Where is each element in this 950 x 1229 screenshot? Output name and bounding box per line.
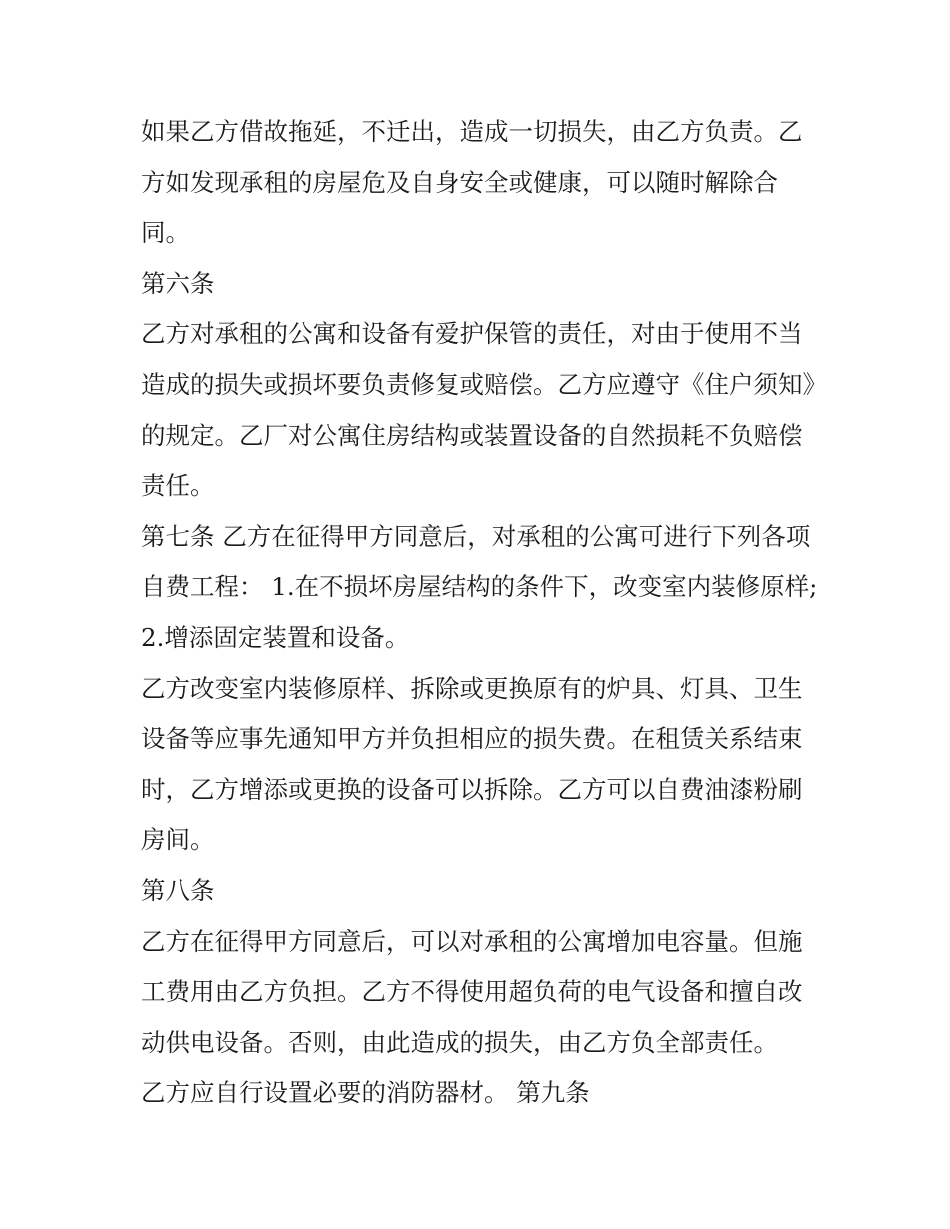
paragraph-article-eight: 乙方在征得甲方同意后，可以对承租的公寓增加电容量。但施工费用由乙方负担。乙方不得使用超负荷的电气设备和擅自改动供电设备。否则，由此造成的损失，由乙方负全部责任。 bbox=[141, 926, 803, 1057]
document-body bbox=[141, 107, 821, 1119]
paragraph-renovation-notice: 乙方改变室内装修原样、拆除或更换原有的炉具、灯具、卫生设备等应事先通知甲方并负担相应的损失费。在租赁关系结束时，乙方增添或更换的设备可以拆除。乙方可以自费油漆粉刷房间。 bbox=[141, 673, 803, 855]
paragraph-article-six: 乙方对承租的公寓和设备有爱护保管的责任，对由于使用不当造成的损失或损坏要负责修复或赔偿。乙方应遵守《住户须知》的规定。乙厂对公寓住房结构或装置设备的自然损耗不负赔偿责任。 bbox=[141, 319, 815, 501]
paragraph-fire-equipment: 乙方应自行设置必要的消防器材。 第九条 bbox=[141, 1078, 590, 1108]
paragraph-article-seven: 第七条 乙方在征得甲方同意后，对承租的公寓可进行下列各项自费工程： 1.在不损坏房屋结构的条件下，改变室内装修原样; 2.增添固定装置和设备。 bbox=[141, 521, 818, 652]
paragraph-tenant-delay-liability: 如果乙方借故拖延，不迁出，造成一切损失，由乙方负责。乙方如发现承租的房屋危及自身安全或健康，可以随时解除合同。 bbox=[141, 117, 803, 248]
article-six-heading: 第六条 bbox=[141, 268, 215, 298]
article-eight-heading: 第八条 bbox=[141, 875, 215, 905]
